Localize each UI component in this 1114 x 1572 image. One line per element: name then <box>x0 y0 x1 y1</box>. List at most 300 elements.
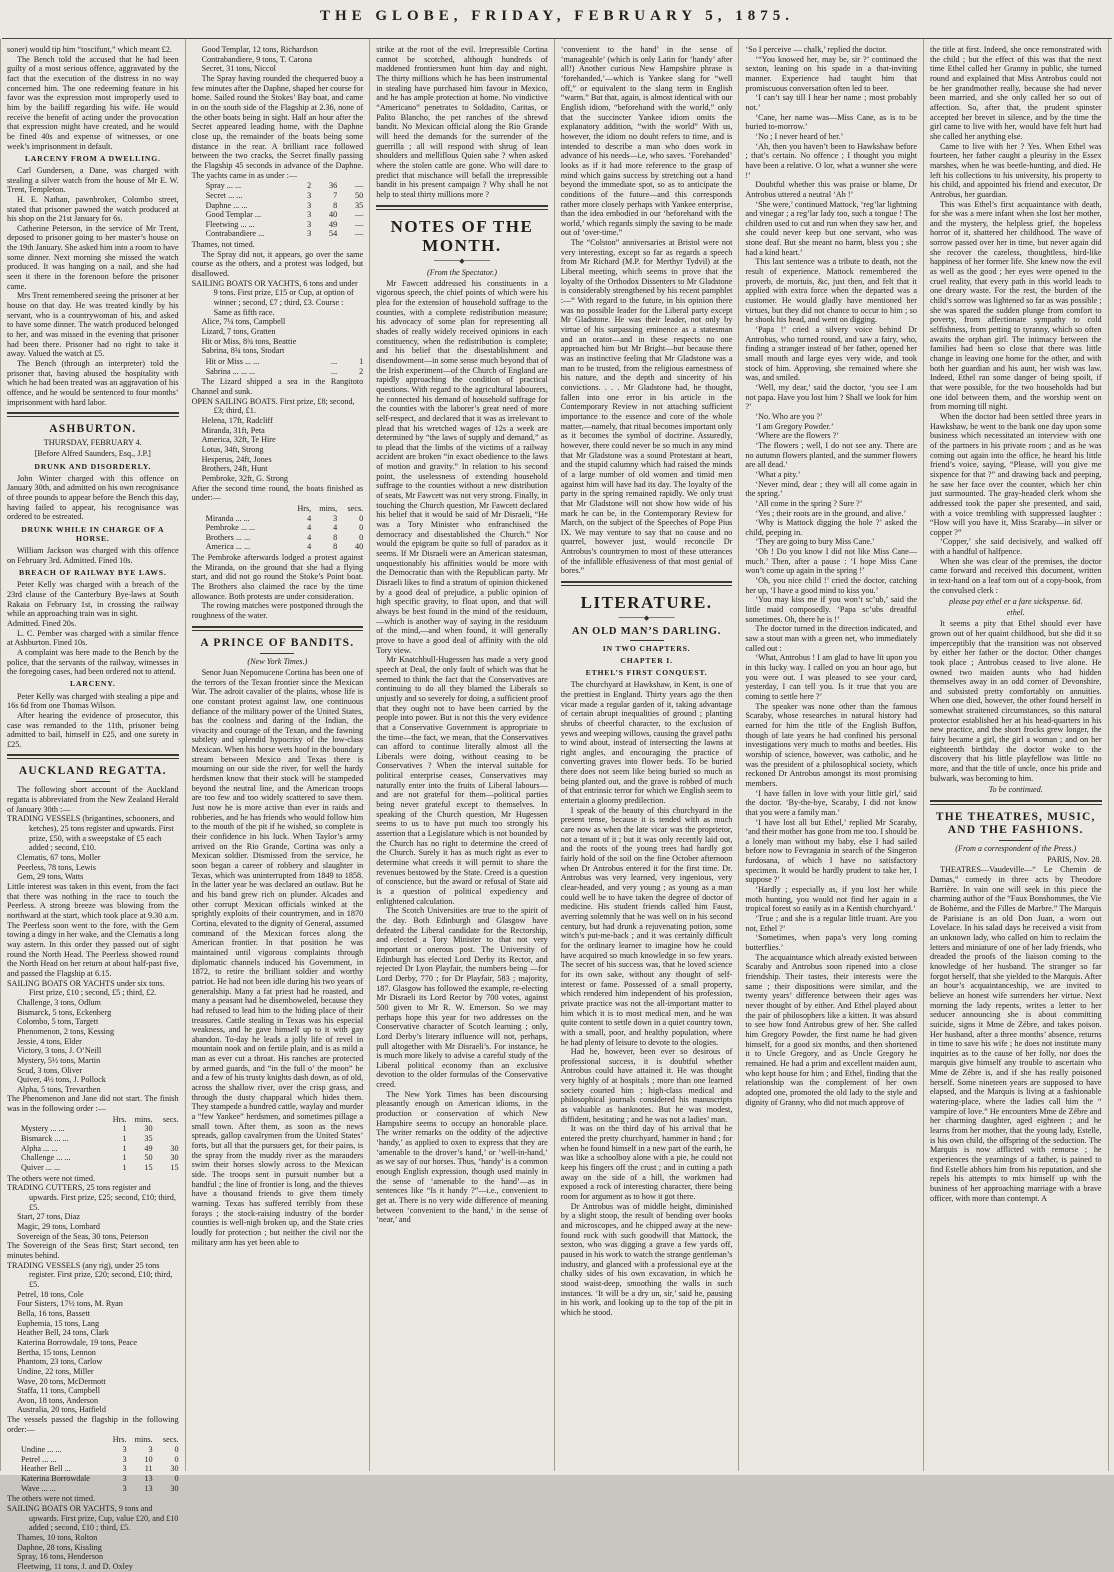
result-value <box>153 1134 179 1144</box>
boat-entry: Fleetwing, 11 tons, J. and D. Oxley <box>17 1561 133 1571</box>
result-value <box>153 1124 179 1134</box>
article-paragraph: The acquaintance which already existed between Scaraby and Antrobus soon ripened into a close friendship. Their tastes, their interests were the same ; their dispositions were similar, and the twenty years’ difference between their ages was never thought of by either. And Ethel played about the pair of philosophers like a kitten. It was absurd to see how fond Antrobus grew of her. She called him Gregory Powder, the first name he had given himself, for a good six months, and then shortened it to Uncle Gregory, and as Uncle Gregory he remained. He had a prim and excellent maiden aunt, who kept house for him ; and Ethel, finding that the relationship was the complement of her own adopted one, promoted the old lady to the style and dignity of Granny, who did not much approve of <box>745 952 917 1107</box>
results-table-row <box>7 1464 179 1474</box>
article-paragraph: ‘They are going to bury Miss Cane.’ <box>755 537 875 547</box>
result-name: Quiver ... ... <box>21 1163 61 1173</box>
heading-ornament: ──────◆────── <box>618 614 675 623</box>
article-paragraph: The speaker was none other than the famous Scaraby, whose researches in natural history had earned for him the title of the English Buffon, though of late years he had confined his personal investigations very much to moths and beetles. His worship of science, however, was catholic, and he was the president of a philosophical society, which reckoned Dr Antrobus amongst its most promising members. <box>745 701 917 788</box>
results-header-cell: secs. <box>162 1114 179 1124</box>
dateline: PARIS, Nov. 28. <box>1047 854 1102 864</box>
article-paragraph: A complaint was here made to the Bench by the police, that the servants of the railway, witnesses in the foregoing cases, had been ordered not to attend. <box>7 647 179 677</box>
article-paragraph: The Bench told the accused that he had been guilty of a most serious offence, aggravated by the fact that the execution of the distress in no way concerned him. The one redeeming feature in his favor was the expression most improperly used to him by the bailiff regarding his wife. He would receive the benefit of acting under the provocation that expression might have created, and he would be fined 40s and expense of witnesses, or one week’s imprisonment in default. <box>7 54 179 151</box>
results-header-cell: Hrs. <box>112 1114 127 1124</box>
boat-entry: Clematis, 67 tons, Moller <box>17 853 101 863</box>
article-paragraph: This was Ethel’s first acquaintance with death, for she was a mere infant when she lost her mother, and the mystery, the helpless grief, the hopeless horror of it, shattered her childhood. The wave of sorrow passed over her in time, but never again did she recover the careless, thoughtless, bird-like happiness of her former life. She knew now the evil as well as the good ; her eyes were opened to the cruel reality, that every path in this world leads to one dreary waste. For the rest, the burden of the child’s sorrow was lightened so far as was possible ; she was spared the sudden plunge from comfort to poverty, from affectionate sympathy to cold selfishness, from petting to tyranny, which so often awaits the orphan girl. The intimacy between the families had been so close that there was little change in leaving one home for the other, and with both her guardian and his aunt, her wish was law. Indeed, Ethel ran some danger of being spoilt, if that were possible, for the two households had but one idol between them, and the worship went on from morning till night. <box>929 199 1102 412</box>
result-value: 35 <box>355 200 364 210</box>
result-value <box>285 357 311 367</box>
result-name: Secret ... ... <box>205 190 243 200</box>
article-subheading: LARCENY FROM A DWELLING. <box>24 153 161 163</box>
centered-line: THURSDAY, FEBRUARY 4. <box>43 438 142 448</box>
result-value: 54 <box>329 229 338 239</box>
masthead <box>0 0 1114 38</box>
article-paragraph: The rowing matches were postponed through the roughness of the water. <box>191 601 364 621</box>
result-value: 1 <box>122 1143 127 1153</box>
results-table-row <box>192 210 364 220</box>
result-value: 11 <box>144 1464 153 1474</box>
article-paragraph: Came to live with her ? Yes. When Ethel was fourteen, her father caught a pleurisy in the Essex marshes, when he was beetle-hunting, and died. He left his collections to his university, his property to his child, and appointed his friend and executor, Dr Antrobus, her guardian. <box>929 141 1102 199</box>
boat-entry: Secret, 31 tons, Niccol <box>201 64 276 74</box>
results-table-header <box>7 1115 179 1125</box>
result-value: 1 <box>359 357 364 366</box>
result-value: 3 <box>307 210 312 220</box>
result-value: 2 <box>359 366 364 376</box>
results-table <box>192 181 364 239</box>
result-value: 3 <box>122 1483 127 1493</box>
boat-entry: Spray, 16 tons, Henderson <box>17 1552 104 1562</box>
article-heading: ASHBURTON. <box>49 423 137 436</box>
article-paragraph-continuation: soner) would tip him “toscifunt,” which meant £2. <box>7 45 172 54</box>
results-table-row <box>7 1455 179 1465</box>
short-rule <box>630 640 664 641</box>
article-subheading: IN TWO CHAPTERS. <box>602 643 691 653</box>
boat-entry: Phenomenon, 2 tons, Kessing <box>17 1026 115 1036</box>
article-paragraph: The Spray having rounded the chequered buoy a few minutes after the Daphne, shaped her course for home. Sailed round the Stokes’ Bay boat, and came in on the south side of the Flagship at 2.36, none of the other boats being in sight. Half an hour after the Secret appeared leading home, with the Daphne close up, the remainder of the boats being some distance in the rear. A brilliant race followed between the two cracks, the Secret finally passing the Flagship 45 seconds in advance of the Daphne. The yachts came in as under :— <box>191 73 364 180</box>
result-value: 15 <box>144 1163 153 1173</box>
results-header-cell: secs. <box>162 1435 179 1445</box>
boat-entry: Quiver, 4½ tons, J. Pollock <box>17 1075 106 1085</box>
race-class-entry: TRADING CUTTERS, 25 tons register and upwards. First prize, £25; second, £10; third, £5. <box>7 1183 176 1212</box>
boat-entry: Contrabandiere, 9 tons, T. Carona <box>201 54 313 64</box>
centered-line: (New York Times.) <box>247 656 308 666</box>
article-paragraph-continuation: The vessels passed the flagship in the following order:— <box>7 1415 179 1434</box>
results-table-row <box>192 514 364 524</box>
result-value: 0 <box>174 1454 179 1464</box>
article-paragraph-continuation: Admitted. Fined 20s. <box>7 618 77 628</box>
article-paragraph-continuation: The Phenomenon and Jane did not start. The finish was in the following order :— <box>7 1094 179 1114</box>
result-value: 10 <box>144 1454 153 1464</box>
article-paragraph: ‘True ; and she is a regular little truant. Are you not, Ethel ?’ <box>745 914 917 933</box>
article-subheading: CHAPTER I. <box>620 655 673 665</box>
newspaper-column-3 <box>370 39 555 1471</box>
article-subheading: DRUNK WHILE IN CHARGE OF A HORSE. <box>21 524 165 544</box>
result-value: 3 <box>307 200 312 210</box>
result-value: 0 <box>174 1445 179 1455</box>
boat-entry: Lizard, 7 tons, Gratten <box>201 327 276 337</box>
result-value: 3 <box>148 1445 153 1455</box>
article-paragraph: ‘The flowers ; well, I do not see any. There are no autumn flowers planted, and the summer flowers are all dead.’ <box>745 440 917 470</box>
boat-entry: Bertha, 15 tons, Lennon <box>17 1347 96 1357</box>
boat-entry: Wave, 20 tons, McDermott <box>17 1376 106 1386</box>
results-header-cell: mins, <box>319 503 338 513</box>
boat-entry: America, 32ft, Te Hire <box>201 435 276 445</box>
result-name: Hit or Miss ... ... <box>205 357 260 366</box>
result-name: Contrabandiere ... <box>205 229 265 239</box>
results-header-spacer <box>21 1115 101 1125</box>
article-paragraph: The New York Times has been discoursing pleasantly enough on American idioms, in the production or conservation of which New Hampshire seems to occupy an honorable place. The writer remarks on the oddity of the adjective ‘handy,’ as applied to oxen to express that they are ‘amenable to the drover’s hand,’ or ‘well-in-hand,’ as we say of our horses. Thus, ‘handy’ is a common enough English expression, though used mainly in the sense of ‘amenable to the hand’—as in sentences like “Is it handy ?”—i.e., convenient to get at. There is no very wide difference of meaning between ‘convenient to the hand,’ in the sense of ‘near,’ and <box>376 1089 548 1225</box>
result-value: 40 <box>329 210 338 220</box>
results-table-row <box>192 367 364 377</box>
article-paragraph: ‘No ; I never heard of her.’ <box>755 131 844 141</box>
result-value: 13 <box>144 1474 153 1484</box>
race-class-entry: TRADING VESSELS (brigantines, schooners, and ketches), 25 tons register and upwards. First prize, £50, with a sweepstake of £5 each added ; second, £10. <box>7 814 175 853</box>
results-table-row <box>7 1445 179 1455</box>
article-subheading: BREACH OF RAILWAY BYE LAWS. <box>19 568 167 578</box>
boat-entry: Magic, 29 tons, Lombard <box>17 1222 100 1231</box>
result-name: Sabrina ... ... ... <box>205 366 256 376</box>
article-paragraph: William Jackson was charged with this offence on February 3rd. Admitted. Fined 10s. <box>7 546 179 565</box>
results-header-cell: mins. <box>134 1435 153 1445</box>
race-class-entry: OPEN SAILING BOATS. First prize, £8; second, £3; third, £1. <box>191 396 355 416</box>
results-table-row <box>192 191 364 201</box>
article-paragraph-continuation: The Pembroke afterwards lodged a protest against the Miranda, on the ground that she had a flying start, and did not go round the Stoke’s Point boat. The Brothers also claimed the race by the time allowance. Both protests are under consideration. <box>191 553 364 601</box>
results-table <box>7 1435 179 1493</box>
boat-entry: Bismarck, 5 tons, Eckenberg <box>17 1007 112 1017</box>
centered-line: To be continued. <box>988 784 1043 794</box>
article-subheading: DRUNK AND DISORDERLY. <box>34 461 152 471</box>
boat-entry: Katerina Borrowdale, 19 tons, Peace <box>17 1337 138 1347</box>
article-paragraph: The churchyard at Hawkshaw, in Kent, is one of the prettiest in England. Thirty years ago the then vicar made a regular garden of it, taking advantage of certain abrupt inequalities of ground ; planting shrubs of cheerful character, to the exclusion of yews and weeping willows, causing the gravel paths to wind about, instead of intersecting the lawns at right angles, and encouraging the practice of converting graves into flower beds. To be buried there does not seem like being buried so much as being planted out, and the grave is robbed of much of that entrinsic terror for which we English seem to entertain a gloomy predilection. <box>560 680 733 806</box>
result-name: Fleetwing ... ... <box>205 219 255 229</box>
results-table-row <box>7 1144 179 1154</box>
result-value: 1 <box>122 1163 127 1173</box>
boat-entry: Hesperus, 24ft, Jones <box>201 454 272 464</box>
result-name: Brothers ... ... <box>205 532 251 542</box>
result-value: 4 <box>307 532 312 542</box>
boat-entry: Sabrina, 8¾ tons, Stodart <box>201 346 285 356</box>
result-name: Bismarck ... ... <box>21 1134 69 1144</box>
boat-entry: Avon, 18 tons, Anderson <box>17 1395 99 1405</box>
article-divider-rule <box>561 581 733 586</box>
results-table-row <box>192 357 364 367</box>
result-value: 0 <box>359 513 364 523</box>
result-value: 15 <box>170 1163 179 1173</box>
result-value: 1 <box>122 1124 127 1134</box>
results-header-cell: mins. <box>134 1114 153 1124</box>
centered-line: please pay ethel er a fare sickspense. 6d. <box>948 596 1083 606</box>
newspaper-column-2 <box>186 39 371 1471</box>
article-paragraph: THEATRES—Vaudeville—“ Le Chemin de Damas,” comedy in three acts by Theodore Barrière. In vain one will seek in this piece the charming author of the “Faux Bonshommes, the Vie de Bohème, and the Filles de Marbre.” The Marquis de Parisiane is an old Don Juan, a worn out Lovelace. In his salad days he received a visit from an unknown lady, who called on him to reclaim the letters and miniature of one of her lady friends, who dreaded the proofs of the liaison coming to the knowledge of her husband. The stranger so far forgot herself, that she yielded to the Marquis. After an hour’s acquaintanceship, we are invited to believe an honest wife surrenders her virtue. Next morning the lady repents, writes a letter to her seducer announcing she is about committing suicide, signs it Mme de Zébre, and takes poison. Her husband, after a three months’ absence, returns in time to save his wife ; he does not institute many inquiries as to the cause of her folly, nor does the marquis give himself any trouble to ascertain who Mme de Zébre is, and if she has really poisoned herself. Some nineteen years are supposed to have elapsed, and the Marquis is living at a fashionable watering-place, where the ladies call him the “ vampire of love.” He encounters Mme de Zébre and her charming daughter, aged eighteen ; and he learns from her mother, that the young lady, Estelle, is his own child, the offspring of the seduction. The Marquis is now afflicted with remorse ; he experiences the yearnings of a father, is pained to find Estelle abhors him from his reputation, and she repels his attempts to mix himself up with the business of her approaching marriage with a brave officer, with more than contempt. A <box>929 865 1102 1203</box>
centered-line: (From the Spectator.) <box>427 267 497 277</box>
result-value: 40 <box>355 542 364 552</box>
article-paragraph: ‘Ah, then you haven’t been to Hawkshaw before ; that’s certain. No offence ; I thought you might have been a relative. O lor, what a wunner she were !’ <box>745 141 917 180</box>
result-name: Daphne ... ... <box>205 200 248 210</box>
result-value: 3 <box>122 1474 127 1484</box>
article-paragraph: John Winter charged with this offence on January 30th, and admitted on his own recognisance of three pounds to appear before the Bench this day, having failed to appear, his recognisance was ordered to be estreated. <box>7 473 179 522</box>
article-paragraph: Carl Gundersen, a Dane, was charged with stealing a silver watch from the house of Mr E. W. Trent, Templeton. <box>7 165 179 195</box>
results-table <box>192 357 364 376</box>
boat-entry: Daphne, 28 tons, Kissling <box>17 1542 102 1552</box>
article-paragraph: ‘Papa !’ cried a silvery voice behind Dr Antrobus, who turned round, and saw a fairy, who, finding a stranger instead of her father, opened her small mouth and large eyes very wide, and took stock of him. Approving, she remained where she was, and smiled. <box>745 325 917 383</box>
results-header-cell: Hrs, <box>297 503 312 513</box>
result-name: America ... ... <box>205 542 251 552</box>
results-table-row <box>7 1134 179 1144</box>
article-paragraph: Senor Juan Nepomucene Cortina has been one of the terrors of the Texan frontier since the Mexican War. The adroit cavalier of the plains, whose life is one constant protest against law, one continuous defiance of the military power of the United States, has the coolness and daring of the Indian, the vivacity and courage of the Texan, and the fawning subtlety and splendid hypocrisy of the low-class Mexican. When his horse wets hoof in the boundary stream between Mexico and Texas there is mourning on our side the river, for well the hardy herdsmen know that their stock will be stampeded beyond the neutral line, and the American troops are too few and too widely scattered to save them. Just now he is more active than ever in raids and robberies, and he has friends who would follow him to the mouth of the pit if he wished, so complete is their confidence in his luck. When Taylor’s army arrived on the Rio Grande, Cortina was only a Mexican soldier. Dismissed from the service, he soon began a career of robbery and slaughter in Texas, which was uninterrupted from 1849 to 1858. In the latter year he was declared an outlaw. But he and his band grew rich on plunder. Alcades and other corrupt Mexican officials winked at the sprightly exploits of their countrymen, and in 1870 Cortina, elevated to the dignity of General, assumed command of the Mexican forces along the American frontier. In that position he was maintained until vigorous complaints through diplomatic channels induced his Government, in 1872, to retire the brilliant soldier and worthy patriot. He had not been idle during his two years of generalship. Many a fat priest had he roasted, and many a peasant had he disemboweled, because they had refused to lead him to the hiding place of their treasures. Cattle stealing in Texas was his especial weakness, and he gave himself up to it with gay abandon. To-day he leads a jolly life of revel in mountain nook and on fertile plain, and is as mild a man as ever cut a throat. His ranches are protected by armed guards, and “in the full o’ the moon” he and a few of his trusty knights dash down, as of old, across the shallow river, over the crisp grass, and through the dusty chapparal which hides them. They stampede a hundred cattle, waylay and murder a “few Yankee” herdsmen, and sometimes pillage a small town. After them, as soon as the news spreads, gallop cavalrymen from the United States’ forts, but all that the pursuers get, for their pains, is the spray from the muddy river as the marauders swim their horses slowly across to the Mexican side. The troops sent in pursuit number but a handful ; the line of frontier is long, and the thieves have a thousand friends to give them timely warning. Texas has suffered terribly from these forays ; the stock-raising industry of the border counties is well-nigh broken up, and the State cries loudly for protection ; but neither the civil nor the military arm has yet been able to <box>191 667 364 1247</box>
boat-entry: Alpha, 5 tons, Trevarthen <box>17 1084 101 1094</box>
article-paragraph: ‘Hardly ; especially as, if you lost her while moth hunting, you would not find her again in a tropical forest so easily as in a Kentish churchyard.’ <box>745 885 917 914</box>
result-value: 30 <box>170 1483 179 1493</box>
boat-entry: Pembroke, 32ft, G. Strong <box>201 473 289 483</box>
race-class-entry: SAILING BOATS OR YACHTS, 9 tons and upwards. First prize, Cup, value £20, and £10 added ; second, £10 ; third, £5. <box>7 1504 179 1533</box>
result-value: 4 <box>307 542 312 552</box>
results-header-cell: Hrs. <box>112 1435 127 1445</box>
result-value: 2 <box>307 181 312 191</box>
boat-entry: Bella, 16 tons, Bassett <box>17 1308 90 1318</box>
newspaper-column-5 <box>739 39 924 1471</box>
columns-container <box>0 39 1114 1571</box>
result-value: — <box>355 181 364 191</box>
article-paragraph-continuation: ‘convenient to the hand’ in the sense of ‘manageable’ (which is only Latin for ‘handy’ after all!) Another curious New Hampshire phrase is ‘forehanded,’—which is Yankee slang for “well off,” or equivalent to the slang term in English “warm.” But that, again, is almost identical with our English idiom, “beforehand with the world,” only that the succincter Yankee idiom omits the explanatory addition, “with the world” With us, however, the idiom no doubt refers to time, and is intended to describe a man who does work in advance of his needs—i.e, who saves. ‘Forehanded’ looks as if it had more reference to the grasp of mind which gains success by stretching out a hand beyond the immediate spot, so as to anticipate the conditions of the future—and this corresponds rather more closely perhaps with Yankee enterprise, than the idea embodied in our ‘beforehand with the world,’ which regards simply the saving to be made out of ‘over-time.” <box>560 45 733 238</box>
article-paragraph: ‘Oh ! Do you know I did not like Miss Cane—much.’ Then, after a pause : ‘I hope Miss Cane won’t come up again in the spring !’ <box>745 547 917 576</box>
article-paragraph: ‘“You knowed her, may be, sir ?’ continued the sexton, leaning on his spade in a that-inviting manner. Experience had taught him that promiscuous conversation often led to beer. <box>745 54 917 93</box>
centered-line: (From a correspondent of the Press.) <box>955 843 1077 853</box>
result-value: 4 <box>307 513 312 523</box>
result-value: 30 <box>170 1153 179 1163</box>
short-rule <box>76 781 110 782</box>
boat-entry: Four Sisters, 17½ tons, M. Ryan <box>17 1299 123 1309</box>
result-value: 3 <box>307 229 312 239</box>
article-divider-rule <box>376 205 548 210</box>
race-class-entry: TRADING VESSELS (any rig), under 25 tons register. First prize, £20; second, £10; third, £5. <box>7 1260 173 1289</box>
boat-entry: Brothers, 24ft, Hunt <box>201 464 268 474</box>
article-paragraph: When she was clear of the premises, the doctor came forward and received this document, written in text-hand on a leaf torn out of a copy-book, from the convulsed clerk : <box>929 556 1102 595</box>
article-paragraph: Catherine Peterson, in the service of Mr Trent, deposed to prisoner going to her master’s house on the 19th January. She asked him into a room to have some dinner. Next morning she missed the watch produced. It was hanging on a nail, and she had seen it there in the forenoon before the prisoner came. <box>7 223 179 291</box>
result-value: 3 <box>122 1454 127 1464</box>
article-paragraph: Had he, however, been ever so desirous of professional success, it is doubtful whether Antrobus could have attained it. He was thought very highly of at hospitals ; more than one learned society courted him ; high-class medical and philosophical journals considered his manuscripts as valuable as banknotes. But he was modest, diffident, hesitating ; and he was not a ladies’ man. <box>560 1047 733 1124</box>
results-table <box>7 1115 179 1173</box>
article-paragraph: ‘I have fallen in love with your little girl,’ said the doctor. ‘By-the-bye, Scaraby, I did not know that you were a family man.’ <box>745 788 917 817</box>
article-paragraph-continuation: The Sovereign of the Seas first; Start second, ten minutes behind. <box>7 1241 179 1260</box>
result-value: ... <box>331 366 338 376</box>
article-paragraph: Mr Knatchbull-Hugessen has made a very good speech at Deal, the only fault of which was that he seemed to think the fact that the Conservatives are continuing to do all they blamed the Liberals so unjustly and so severely for doing, a sufficient proof that they ought not to have been carried by the people into power. But is not this the very evidence that a Conservative Government is appropriate to the time—the fact, we mean, that the Conservatives can afford to continue literally almost all the Liberals were doing, without ceasing to be Conservatives ? When the interval suitable for political enterprise ceases, Conservatives may naturally enter into the fruits of Liberal labours—and are not grateful for them—political parties being never grateful except to themselves. In speaking of the Church question, Mr Hugessen seems to us to have put much too strongly his assertion that a Legislature which is not bounded by the Church has no right to determine the creed of the Church. Surely it has as much right as ever to determine what creeds it will permit to share the revenues bestowed by the State. Creed is a question of conscience, but the award or refusal of State aid is a question of political expediency and enlightened calculation. <box>376 655 548 906</box>
result-value: 4 <box>333 523 338 533</box>
results-table-row <box>192 181 364 191</box>
article-paragraph: ‘Oh, you nice child !’ cried the doctor, catching her up, ‘I have a good mind to kiss you.’ <box>745 576 917 595</box>
article-divider-rule <box>192 626 364 631</box>
result-value: — <box>355 219 364 229</box>
article-paragraph: ‘Well, my dear,’ said the doctor, ‘you see I am not papa. Have you lost him ? Shall we look for him ?’ <box>745 382 917 412</box>
result-value: 30 <box>144 1124 153 1134</box>
result-value: 8 <box>333 532 338 542</box>
boat-entry: Staffa, 11 tons, Campbell <box>17 1386 101 1396</box>
race-class-entry: SAILING BOATS OR YACHTS under six tons. First prize, £10 ; second, £5 ; third, £2. <box>7 978 165 998</box>
boat-entry: Colombo, 5 tons, Targett <box>17 1017 99 1027</box>
article-subheading: ETHEL’S FIRST CONQUEST. <box>585 668 708 678</box>
article-paragraph: Peter Kelly was charged with a breach of the 23rd clause of the Canterbury Bye-laws at South Rakaia on February 1st, in crossing the railway while an approaching train was in sight. <box>7 580 179 619</box>
result-value: — <box>355 229 364 239</box>
short-rule <box>260 653 294 654</box>
article-heading: AUCKLAND REGATTA. <box>18 765 167 778</box>
article-subheading: LARCENY. <box>69 679 116 689</box>
result-value: 3 <box>122 1445 127 1455</box>
results-header-spacer <box>21 1435 101 1445</box>
article-paragraph: Doubtful whether this was praise or blame, Dr Antrobus uttered a neutral ‘Ah !’ <box>745 180 917 199</box>
results-table-row <box>192 201 364 211</box>
results-table-row <box>192 533 364 543</box>
article-paragraph-continuation: ‘So I perceive — chalk,’ replied the doctor. <box>745 45 887 54</box>
article-paragraph: The Lizard shipped a sea in the Rangitoto Channel and sunk. <box>191 377 364 396</box>
heading-ornament: ──────◆────── <box>434 256 490 265</box>
result-name: Mystery ... ... <box>21 1124 65 1134</box>
short-rule <box>999 840 1033 841</box>
article-heading: THE THEATRES, MUSIC, AND THE FASHIONS. <box>935 810 1096 836</box>
result-value: 30 <box>170 1143 179 1153</box>
boat-entry: Victory, 3 tons, J. O’Neill <box>17 1046 102 1056</box>
masthead-title: THE GLOBE, FRIDAY, FEBRUARY 5, 1875. <box>319 8 795 24</box>
boat-entry: Petrel, 18 tons, Cole <box>17 1289 84 1299</box>
boat-entry: Euphemia, 15 tons, Lang <box>17 1318 100 1328</box>
article-paragraph: ‘Sometimes, when papa’s very long coming butterflies.’ <box>745 933 917 953</box>
result-name: Alpha ... ... <box>21 1143 58 1153</box>
article-paragraph: ‘What, Antrobus ! I am glad to have lit upon you in this lucky way. I called on you an hour ago, but you were out. I was pleased to see your card, yesterday, I can tell you. Is it true that you are coming to settle here ?’ <box>745 653 917 701</box>
boat-entry: Challenge, 3 tons, Odlum <box>17 997 101 1007</box>
result-value: 36 <box>329 181 338 191</box>
boat-entry: Phantom, 23 tons, Carlow <box>17 1357 103 1367</box>
result-value: 49 <box>329 219 338 229</box>
result-name: Spray ... ... <box>205 181 242 191</box>
article-paragraph: The doctor turned in the direction indicated, and saw a stout man with a green net, who immediately called out : <box>745 624 917 653</box>
result-name: Petrel ... ... <box>21 1454 57 1464</box>
results-table-row <box>7 1484 179 1494</box>
article-paragraph: ‘What a pity.’ <box>755 469 801 479</box>
result-value: 3 <box>122 1464 127 1474</box>
result-value: 0 <box>359 523 364 533</box>
results-table-header <box>7 1435 179 1445</box>
result-value <box>285 367 311 377</box>
result-value: 50 <box>144 1153 153 1163</box>
article-paragraph: ‘Where are the flowers ?’ <box>755 431 840 441</box>
article-paragraph-continuation: the title at first. Indeed, she once remonstrated with the child ; but the effect of this was that the next time Ethel called her Granny in public, she turned round and explained that Miss Antrobus could not be her grandmother really, because she had never been married, and she only called her so out of affection. So, after that, the prudent spinster accepted her brevet in silence, and by the time the girl came to live with her, would have felt hurt had she called her anything else. <box>929 45 1102 141</box>
article-paragraph: Peter Kelly was charged with stealing a pipe and 16s 6d from one Thomas Wilson. <box>7 691 179 711</box>
section-heading: NOTES OF THE MONTH. <box>390 216 534 255</box>
result-value: ... <box>331 357 338 366</box>
result-value: 0 <box>359 532 364 542</box>
article-paragraph: This last sentence was a tribute to death, not the result of experience. Mattock remembered the proverb, de mortuis, &c, just then, and felt that it applied with extra force when the departed was a customer. He would gladly have mentioned her virtues, but they did not chance to occur to him ; so he shook his head, and went on digging. <box>745 257 917 325</box>
results-table-row <box>7 1124 179 1134</box>
race-class-entry: SAILING BOATS OR YACHTS, 6 tons and under 9 tons. First prize, £15 or Cup, at option of winner ; second, £7 ; third, £3. Course : Same as fifth race. <box>191 278 358 317</box>
article-paragraph: ‘Why is Mattock digging the hole ?’ asked the child, peeping in. <box>745 518 917 537</box>
article-paragraph-continuation: strike at the root of the evil. Irrepressible Cortina cannot be scotched, although hundreds of maddened frontiersmen hunt him day and night. The thirty millions which he has been instrumental in stealing have purchased him favour in Mexico, and he has ample protection at home. No vindictive “Americano” penetrates to Soldadito, Caritas, or Palito Blancho, the pet ranches of the shrewd bandit. No Mexican official along the Rio Grande will heed the demands for the surrender of the guerrilla ; all will respond with shrug of lean shoulders and melliflous Quien sabe ? when asked where the stolen cattle are gone. Who will dare to predict that mischance will befall the irrepressible bandit in his present campaign ? Why shall he not help to steal thirty millions more ? <box>376 45 548 199</box>
centered-line: [Before Alfred Saunders, Esq., J.P.] <box>34 449 151 459</box>
article-paragraph: After hearing the evidence of prosecutor, this case was remanded to the 11th, prisoner being admitted to bail, himself in £25, and one surety in £25. <box>7 710 179 749</box>
newspaper-column-1 <box>1 39 186 1571</box>
result-name: Undine ... ... <box>21 1445 62 1455</box>
result-value: 50 <box>355 190 364 200</box>
article-paragraph: Dr Antrobus was of middle height, diminished by a slight stoop, the result of bending over books and microscopes, and he chipped away at the new-found rock with such goodwill that Mattock, the sexton, who was digging a grave a few yards off, paused in his work to watch the strange gentleman’s industry, and glanced with a professional eye at the chalky sides of his own excavation, in which he stood waist-deep, smoothing the walls in such instances. ‘It will be a dry un, sir,’ said he, pausing in his work, and looking up to the top of the pit in which he stood. <box>560 1201 733 1317</box>
article-paragraph: ‘Never mind, dear ; they will all come again in the spring.’ <box>745 479 917 499</box>
result-name: Pembroke ... ... <box>205 523 256 533</box>
boat-entry: Start, 27 tons, Diaz <box>17 1212 80 1222</box>
boat-entry: Helena, 17ft, Radcliff <box>201 415 273 425</box>
result-value: 7 <box>333 190 338 200</box>
article-paragraph: ‘All come in the spring ? Sure ?’ <box>755 498 863 508</box>
story-title: AN OLD MAN’S DARLING. <box>571 626 722 638</box>
article-paragraph: Mrs Trent remembered seeing the prisoner at her house on that day. He was treated kindly by his servant, who is a countrywoman of his, and asked to have some dinner. The watch produced belonged to her, and was missed in the evening that prisoner had been there. Prisoner had no right to take it away. Valued the watch at £5. <box>7 291 179 359</box>
article-paragraph: ‘No. Who are you ?’ <box>755 411 823 421</box>
article-divider-rule <box>7 754 179 759</box>
article-paragraph: ‘I have lost all but Ethel,’ replied Mr Scaraby, ‘and their mother has gone from me too. I should be a lonely man without my baby, else I had sailed before now to Fevragania in search of the Singeron furdosana, of which I have no satisfactory specimen. It would be hardly prudent to take her, I suppose ?’ <box>745 817 917 885</box>
result-value: 8 <box>333 200 338 210</box>
result-name: Heather Bell ... <box>21 1464 71 1474</box>
article-paragraph: ‘Cane, her name was—Miss Cane, as is to be buried to-morrow.’ <box>745 112 917 132</box>
result-value: 0 <box>174 1474 179 1484</box>
article-paragraph-continuation: The others were not timed. <box>7 1494 95 1504</box>
article-paragraph-continuation: After the second time round, the boats finished as under:— <box>191 483 364 503</box>
results-header-spacer <box>206 504 286 514</box>
result-name: Good Templar ... <box>205 210 262 220</box>
article-paragraph: Mr Fawcett addressed his constituents in a vigorous speech, the chief points of which were his plea for the extension of household suffrage to the counties, with a complete redistribution measure; his advocacy of some plan for representing all shades of really widely received opinions in each constituency, when the redistribution is complete; and his belief that the disestablishment and disendowment—in some sense much beyond that of the Irish experiment—of the Church of England are rapidly approaching the condition of practical questions. With regard to the agricultural labourers, he connected his demand of household suffrage for the counties with the laborer’s great need of more self-respect, and declared that it was as irrelevant to plead that his wretched wages of 12s a week are determined by “the laws of supply and demand,” as to plead that the limbs of the victims of a railway accident are broken “in exact obedience to the laws of motion and gravity.” In relation to his second point, the uselessness of extending household suffrage to the counties without a new distribution of seats, Mr Fawcett was not very strong. Finally, in touching the Church question, Mr Fawcett declared his belief that it would be said of Mr Disraeli, “He was a Tory Minister who enfranchised the democracy and disestablished the Church.” Nor would the epigram be quite so full of paradox as it seems. If Mr Disraeli were an American statesman, unquestionably his affinities would be more with the Democratic than with the Republican party. Mr Disraeli likes to find a stratum of opinion thickened by a good deal of prejudice, a public opinion of high specific gravity, to float upon, and that will always be best found in the mind of the residuum,—which is another way of saying in the residuum of the mind,—and when found, it will generally prove to have a good deal of affinity with the old Tory view. <box>376 278 548 655</box>
boat-entry: Thames, 10 tons, Rolton <box>17 1533 98 1542</box>
article-paragraph: The “Colston” anniversaries at Bristol were not very interesting, except so far as regards a speech from Mr Richard (M.P. for Merthyr Tydvil) at the Liberal meeting, which seems to prove that the loyalty of the Orthodox Dissenters to Mr Gladstone is considerably strengthened by his recent pamphlet :—“ With regard to the future, in his opinion there was no possible leader for the Liberal party except Mr Gladstone. He was their leader, not only by virtue of his surpassing eminence as a statesman and an orator—and in these respects no one approached him but Mr Bright—but because there was an instinctive feeling that Mr Gladstone was a man to be trusted, from the religious earnestness of his nature, and the depth and sincerity of his convictions. . . . Mr Gladstone had, he thought, fallen into one error in his article in the Contemporary Review in not attaching sufficient importance to the essence and core of the whole matter,—namely, that ritual becomes important only as it becomes the symbol of doctrine. Assuredly, however, there could never be so much in any mind that Mr Gladstone was a sound Protestant at heart, and the stupid calumny which had raised the minds of a large number of old women and timid men against him will have had its day. The loyalty of the party in the spring remained rapidly. We only trust that Mr Gladstone will not show how wide of his mark he can be, in the Contemporary Review for March, on the subject of the Speeches of Pope Pius IX. We may venture to say that no cause and no quarrel, however just, would reconcile Dr Antrobus’s countrymen to most of these utterances of the infallible effusiveness of that most genial of bores.” <box>560 238 733 576</box>
result-value: 3 <box>307 219 312 229</box>
article-paragraph: It was on the third day of his arrival that he entered the pretty churchyard, hammer in hand ; for when he found himself in a new part of the earth, he was like a schoolboy alone with a pie, he could not keep his fingers off the crust ; and in cutting a path away on the side of a hill, the workmen had exposed a rock of interesting character, there being room for argument as to how it got there. <box>560 1124 733 1201</box>
article-paragraph: H. E. Nathan, pawnbroker, Colombo street, stated that prisoner pawned the watch produced at his shop on the 21st January for 6s. <box>7 194 179 224</box>
result-value: 4 <box>307 523 312 533</box>
boat-entry: Scud, 3 tons, Oliver <box>17 1065 83 1075</box>
article-paragraph: ‘You may kiss me if you won’t sc’ub,’ said the little maid composedly. ‘Papa sc’ubs dreadful sometimes. Oh, there he is !’ <box>745 595 917 624</box>
article-heading: A PRINCE OF BANDITS. <box>200 636 355 649</box>
results-table-row <box>7 1153 179 1163</box>
boat-entry: Australia, 20 tons, Hatfield <box>17 1405 106 1415</box>
article-paragraph: ‘I am Gregory Powder.’ <box>755 421 834 431</box>
result-value: 3 <box>333 513 338 523</box>
boat-entry: Good Templar, 12 tons, Richardson <box>201 45 318 54</box>
article-paragraph: The Scotch Universities are true to the spirit of the day. Both Edinburgh and Glasgow have defeated the Liberal candidate for the Rectorship, and elected a Tory Minister to that not very important or onerous post. The University of Edinburgh has elected Lord Derby its Rector, and rejected Dr Lyon Playfair, the numbers being —for Lord Derby, 770 ; for Dr Playfair, 583 ; majority, 187. Glasgow has followed the example, re-electing Mr Disraeli its Lord Rector by 700 votes, against 500 given to Mr R. W. Emerson. So we may perhaps hope this year for two addresses on the Conservative character of Scotch learning ; only, Lord Derby’s literary influence will not, perhaps, pull altogether with Mr Disraeli’s. For instance, he is much more likely to advise a careful study of the Liberal political economy than an exclusive devotion to the older formulas of the Conservative creed. <box>376 906 548 1090</box>
article-paragraph-continuation: The others were not timed. <box>7 1173 95 1183</box>
article-paragraph: L. C. Pember was charged with a similar ffence at Ashburton. Fined 10s. <box>7 628 179 648</box>
article-divider-rule <box>7 412 179 417</box>
article-paragraph: The Bench (through an interpreter) told the prisoner that, having abused the hospitality with which he had been treated was an aggravation of his offence, and he would be sentenced to four months’ imprisonment with hard labor. <box>7 359 179 407</box>
result-name: Miranda ... ... <box>205 513 250 523</box>
article-paragraph: ‘She were,’ continued Mattock, ‘reg’lar lightning and vinegar ; a reg’lar lady too, such a tongue ! The children used to cut and run when they saw her, and she could never keep but one servant, who was stone deaf. But she meant no harm, bless you ; she had a kind heart.’ <box>745 199 917 257</box>
centered-line: ethel. <box>1006 608 1025 618</box>
boat-entry: Hit or Miss, 8¾ tons, Beattie <box>201 336 297 346</box>
results-table <box>192 504 364 552</box>
boat-entry: Mystery, 5½ tons, Martin <box>17 1055 101 1065</box>
result-name: Wave ... ... <box>21 1483 56 1493</box>
results-table-row <box>192 220 364 230</box>
boat-entry: Alice, 7¼ tons, Campbell <box>201 317 286 327</box>
article-paragraph: The following short account of the Auckland regatta is abbreviated from the New Zealand Herald of January 30th :— <box>7 785 179 814</box>
section-heading: LITERATURE. <box>580 593 713 613</box>
result-value: 13 <box>144 1483 153 1493</box>
article-paragraph-continuation: Little interest was taken in this event, from the fact that there was nothing in the race to touch the Peerless. A strong breeze was blowing from the northward at the start, which took place at 9.30 a.m. The Peerless soon went to the fore, with the Gem towing a dingy in her wake, and the Clematis a long way astern. In this order they passed out of sight round the North Head. The Peerless showed round the North Head on her return at about half-past five, and passed the Flagship at 6.15. <box>7 882 179 978</box>
result-value: 1 <box>122 1134 127 1144</box>
result-value: — <box>355 210 364 220</box>
results-table-header <box>192 504 364 514</box>
result-value: 30 <box>170 1464 179 1474</box>
newspaper-column-6 <box>924 39 1109 1471</box>
newspaper-column-4 <box>555 39 740 1471</box>
results-table-row <box>192 229 364 239</box>
result-name: Katerina Borrowdale <box>21 1474 90 1484</box>
results-header-cell: secs. <box>347 503 364 513</box>
article-paragraph: ‘Yes ; their roots are in the ground, and alive.’ <box>755 508 907 518</box>
boat-entry: Jessie, 4 tons, Elder <box>17 1036 82 1046</box>
article-paragraph: I speak of the beauty of this churchyard in the present tense, because it is tended with as much care now as when the late vicar was the proprietor, not a tenant of it ; but it was only recently laid out, and the roots of the young trees had hardly got fairly hold of the soil on the fine October afternoon when Dr Antrobus entered it for the first time. Dr. Antrobus was very learned, very ingenious, very clear-headed, and very young ; as young as a man could well be to have taken the degree of doctor of medicine. His student friends called him Faust, averring solemnly that he was well on in his second century, but had drunk a rejuvenating potion, some witch’s put-me-back ; and it was certainly difficult for the ordinary learner to imagine how he could have acquired so much knowledge in so few years. The secret of his success was, that he loved science for its own sake, without any thought of self-interest or fame. Possessed of a small property, which rendered him independent of his profession, private practice was not the all-important matter to him which it is to most medical men, and he was quite content to settle down in a quiet country town, with a small, poor, and healthy population, where he had plenty of leisure to devote to the ologies. <box>560 805 733 1047</box>
article-paragraph: When the doctor had been settled three years in Hawkshaw, he went to the bank one day upon some business which necessitated an interview with one of the partners in his private room ; and as he was coming out again into the office, he heard his little friend’s voice, saying, “Please, will you give me sixpence for that ?” and drawing back and peeping, he saw her face over the counter, which her chin just surmounted. The gray-headed clerk whom she addressed took the paper she presented, and said, with a voice trembling with suppressed laughter : “How will you have it, Miss Scaraby—in silver or copper ?” <box>929 411 1102 537</box>
result-value: 3 <box>307 190 312 200</box>
boat-entry: Peerless, 78 tons, Lewis <box>17 862 96 872</box>
results-table-row <box>192 523 364 533</box>
article-divider-rule <box>930 800 1102 805</box>
article-paragraph: It seems a pity that Ethel should ever have grown out of her quaint childhood, but she did it so imperceptibly that the transition was not observed by either her father or the doctor. Other changes took place ; Antrobus ceased to live alone. He owned two maiden aunts who had hidden themselves away in an odd corner of Devonshire, and subsisted pretty comfortably on annuities. When one died, however, the other found herself in somewhat straitened circumstances, so this natural protector established her at his head-quarters in his new practice, and the short frocks grew longer, the fairy became a girl, the girl a woman ; and on her eighteenth birthday the doctor woke to the discovery that his little playfellow was little no more, and that the title of uncle, once his pride and bulwark, was becoming to him. <box>929 619 1102 783</box>
boat-entry: Lotus, 34ft, Strong <box>201 444 264 454</box>
article-paragraph: The Spray did not, it appears, go over the same course as the others, and a protest was lodged, but disallowed. <box>191 249 364 279</box>
boat-entry: Undine, 22 tons, Miller <box>17 1366 94 1376</box>
article-paragraph-continuation: Thames, not timed. <box>191 240 255 250</box>
results-table-row <box>7 1474 179 1484</box>
boat-entry: Sovereign of the Seas, 30 tons, Peterson <box>17 1231 149 1241</box>
